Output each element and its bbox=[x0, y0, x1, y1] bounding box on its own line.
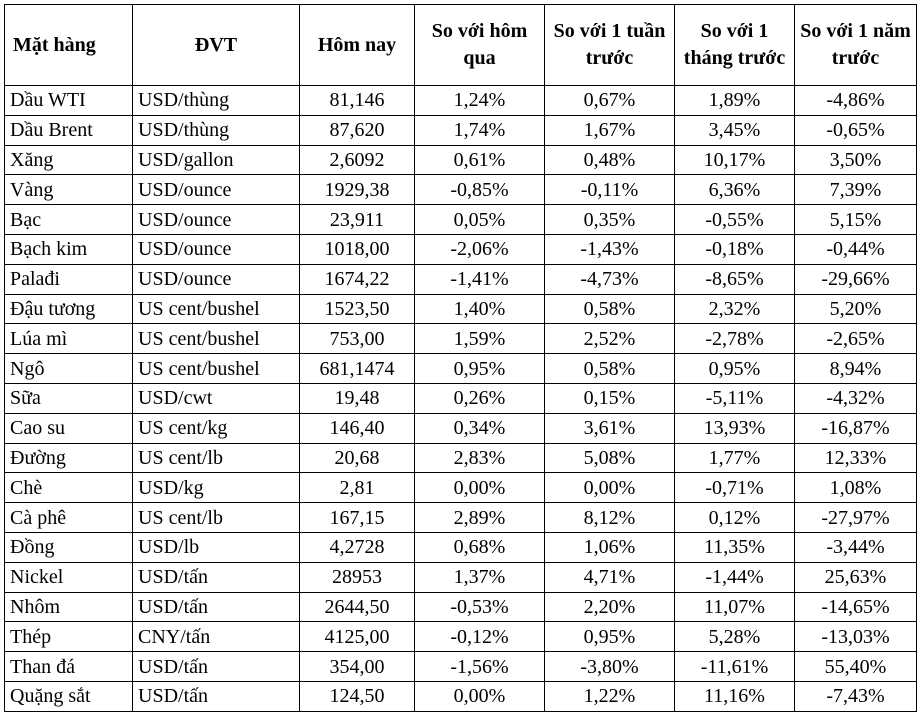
cell-item: Cà phê bbox=[5, 503, 133, 533]
cell-item: Vàng bbox=[5, 175, 133, 205]
cell-vs-week: -1,43% bbox=[545, 234, 675, 264]
cell-vs-year: -13,03% bbox=[795, 622, 917, 652]
cell-vs-month: 1,89% bbox=[675, 86, 795, 116]
cell-vs-week: -3,80% bbox=[545, 652, 675, 682]
cell-today: 124,50 bbox=[300, 681, 415, 711]
cell-today: 2644,50 bbox=[300, 592, 415, 622]
cell-vs-month: 6,36% bbox=[675, 175, 795, 205]
cell-today: 146,40 bbox=[300, 413, 415, 443]
table-row bbox=[5, 652, 917, 682]
cell-vs-year: -27,97% bbox=[795, 503, 917, 533]
cell-vs-yesterday: 0,00% bbox=[415, 681, 545, 711]
cell-vs-yesterday: -0,85% bbox=[415, 175, 545, 205]
cell-unit: USD/tấn bbox=[133, 562, 300, 592]
cell-today: 4125,00 bbox=[300, 622, 415, 652]
cell-today: 753,00 bbox=[300, 324, 415, 354]
cell-item: Ngô bbox=[5, 354, 133, 384]
cell-unit: US cent/kg bbox=[133, 413, 300, 443]
cell-vs-year: 8,94% bbox=[795, 354, 917, 384]
cell-vs-month: 13,93% bbox=[675, 413, 795, 443]
cell-item: Đường bbox=[5, 443, 133, 473]
cell-unit: USD/cwt bbox=[133, 383, 300, 413]
cell-vs-yesterday: 0,68% bbox=[415, 532, 545, 562]
table-row bbox=[5, 115, 917, 145]
table-row bbox=[5, 294, 917, 324]
cell-item: Xăng bbox=[5, 145, 133, 175]
cell-today: 1929,38 bbox=[300, 175, 415, 205]
cell-today: 354,00 bbox=[300, 652, 415, 682]
cell-vs-week: 1,67% bbox=[545, 115, 675, 145]
cell-vs-week: 5,08% bbox=[545, 443, 675, 473]
cell-unit: USD/tấn bbox=[133, 681, 300, 711]
table-row bbox=[5, 592, 917, 622]
cell-vs-month: 1,77% bbox=[675, 443, 795, 473]
cell-unit: USD/ounce bbox=[133, 264, 300, 294]
cell-vs-week: 1,06% bbox=[545, 532, 675, 562]
cell-vs-month: -2,78% bbox=[675, 324, 795, 354]
cell-vs-year: -4,32% bbox=[795, 383, 917, 413]
cell-unit: US cent/bushel bbox=[133, 324, 300, 354]
cell-unit: USD/ounce bbox=[133, 175, 300, 205]
table-row bbox=[5, 234, 917, 264]
cell-vs-week: -0,11% bbox=[545, 175, 675, 205]
cell-unit: USD/kg bbox=[133, 473, 300, 503]
cell-vs-year: -16,87% bbox=[795, 413, 917, 443]
header-vs-yesterday: So với hôm qua bbox=[415, 5, 545, 86]
cell-vs-yesterday: -0,12% bbox=[415, 622, 545, 652]
cell-vs-yesterday: 0,95% bbox=[415, 354, 545, 384]
cell-unit: USD/gallon bbox=[133, 145, 300, 175]
cell-vs-yesterday: 1,40% bbox=[415, 294, 545, 324]
cell-unit: US cent/lb bbox=[133, 503, 300, 533]
cell-vs-year: 3,50% bbox=[795, 145, 917, 175]
cell-item: Sữa bbox=[5, 383, 133, 413]
cell-today: 167,15 bbox=[300, 503, 415, 533]
cell-vs-month: -0,71% bbox=[675, 473, 795, 503]
cell-vs-year: -0,65% bbox=[795, 115, 917, 145]
cell-vs-week: 0,58% bbox=[545, 294, 675, 324]
cell-vs-month: -5,11% bbox=[675, 383, 795, 413]
table-row bbox=[5, 473, 917, 503]
table-row bbox=[5, 622, 917, 652]
cell-today: 4,2728 bbox=[300, 532, 415, 562]
table-row bbox=[5, 86, 917, 116]
cell-vs-year: 55,40% bbox=[795, 652, 917, 682]
cell-today: 1018,00 bbox=[300, 234, 415, 264]
cell-vs-week: 1,22% bbox=[545, 681, 675, 711]
table-row bbox=[5, 205, 917, 235]
cell-vs-month: 11,35% bbox=[675, 532, 795, 562]
table-row bbox=[5, 145, 917, 175]
cell-today: 1523,50 bbox=[300, 294, 415, 324]
cell-vs-week: 0,67% bbox=[545, 86, 675, 116]
table-body bbox=[5, 86, 917, 712]
cell-vs-week: 2,52% bbox=[545, 324, 675, 354]
cell-vs-yesterday: 0,05% bbox=[415, 205, 545, 235]
cell-vs-month: -1,44% bbox=[675, 562, 795, 592]
cell-item: Đồng bbox=[5, 532, 133, 562]
cell-unit: USD/lb bbox=[133, 532, 300, 562]
cell-today: 2,6092 bbox=[300, 145, 415, 175]
cell-today: 87,620 bbox=[300, 115, 415, 145]
cell-vs-month: 10,17% bbox=[675, 145, 795, 175]
cell-vs-month: 11,16% bbox=[675, 681, 795, 711]
cell-vs-yesterday: 0,00% bbox=[415, 473, 545, 503]
cell-item: Than đá bbox=[5, 652, 133, 682]
cell-item: Dầu WTI bbox=[5, 86, 133, 116]
cell-unit: US cent/bushel bbox=[133, 354, 300, 384]
cell-unit: USD/tấn bbox=[133, 652, 300, 682]
table-row bbox=[5, 383, 917, 413]
cell-vs-year: 5,15% bbox=[795, 205, 917, 235]
cell-today: 28953 bbox=[300, 562, 415, 592]
cell-vs-yesterday: 2,89% bbox=[415, 503, 545, 533]
header-unit: ĐVT bbox=[133, 5, 300, 86]
header-vs-week: So với 1 tuần trước bbox=[545, 5, 675, 86]
cell-unit: USD/ounce bbox=[133, 234, 300, 264]
cell-today: 23,911 bbox=[300, 205, 415, 235]
table-row bbox=[5, 503, 917, 533]
cell-vs-month: -11,61% bbox=[675, 652, 795, 682]
cell-vs-week: 8,12% bbox=[545, 503, 675, 533]
cell-unit: USD/thùng bbox=[133, 115, 300, 145]
cell-vs-month: 3,45% bbox=[675, 115, 795, 145]
table-row bbox=[5, 413, 917, 443]
cell-item: Nickel bbox=[5, 562, 133, 592]
cell-item: Đậu tương bbox=[5, 294, 133, 324]
cell-vs-yesterday: 2,83% bbox=[415, 443, 545, 473]
header-row bbox=[5, 5, 917, 86]
cell-vs-month: 11,07% bbox=[675, 592, 795, 622]
cell-vs-week: 0,95% bbox=[545, 622, 675, 652]
cell-vs-yesterday: -2,06% bbox=[415, 234, 545, 264]
cell-item: Quặng sắt bbox=[5, 681, 133, 711]
table-row bbox=[5, 532, 917, 562]
table-row bbox=[5, 324, 917, 354]
cell-vs-yesterday: 0,26% bbox=[415, 383, 545, 413]
cell-vs-year: -3,44% bbox=[795, 532, 917, 562]
cell-vs-year: -0,44% bbox=[795, 234, 917, 264]
cell-vs-week: -4,73% bbox=[545, 264, 675, 294]
cell-vs-month: 0,12% bbox=[675, 503, 795, 533]
cell-vs-month: 2,32% bbox=[675, 294, 795, 324]
cell-vs-year: 5,20% bbox=[795, 294, 917, 324]
cell-today: 20,68 bbox=[300, 443, 415, 473]
header-today: Hôm nay bbox=[300, 5, 415, 86]
table-row bbox=[5, 264, 917, 294]
cell-vs-year: -7,43% bbox=[795, 681, 917, 711]
cell-today: 2,81 bbox=[300, 473, 415, 503]
cell-unit: USD/ounce bbox=[133, 205, 300, 235]
cell-item: Lúa mì bbox=[5, 324, 133, 354]
cell-item: Nhôm bbox=[5, 592, 133, 622]
table-row bbox=[5, 443, 917, 473]
cell-vs-month: 0,95% bbox=[675, 354, 795, 384]
cell-vs-year: 1,08% bbox=[795, 473, 917, 503]
table-row bbox=[5, 175, 917, 205]
table-row bbox=[5, 354, 917, 384]
header-vs-year: So với 1 năm trước bbox=[795, 5, 917, 86]
cell-unit: USD/thùng bbox=[133, 86, 300, 116]
cell-vs-year: 12,33% bbox=[795, 443, 917, 473]
cell-vs-yesterday: -0,53% bbox=[415, 592, 545, 622]
cell-vs-week: 0,00% bbox=[545, 473, 675, 503]
cell-vs-year: -29,66% bbox=[795, 264, 917, 294]
cell-unit: USD/tấn bbox=[133, 592, 300, 622]
cell-item: Bạch kim bbox=[5, 234, 133, 264]
cell-vs-month: -0,55% bbox=[675, 205, 795, 235]
table-row bbox=[5, 562, 917, 592]
cell-vs-year: -4,86% bbox=[795, 86, 917, 116]
cell-vs-yesterday: 1,24% bbox=[415, 86, 545, 116]
cell-vs-week: 0,15% bbox=[545, 383, 675, 413]
cell-today: 1674,22 bbox=[300, 264, 415, 294]
cell-vs-year: 7,39% bbox=[795, 175, 917, 205]
cell-item: Dầu Brent bbox=[5, 115, 133, 145]
cell-item: Chè bbox=[5, 473, 133, 503]
cell-vs-week: 3,61% bbox=[545, 413, 675, 443]
cell-today: 681,1474 bbox=[300, 354, 415, 384]
table-row bbox=[5, 681, 917, 711]
cell-vs-yesterday: 0,34% bbox=[415, 413, 545, 443]
cell-vs-yesterday: 1,59% bbox=[415, 324, 545, 354]
cell-today: 19,48 bbox=[300, 383, 415, 413]
cell-vs-month: -0,18% bbox=[675, 234, 795, 264]
cell-vs-yesterday: -1,56% bbox=[415, 652, 545, 682]
cell-item: Thép bbox=[5, 622, 133, 652]
table-header bbox=[5, 5, 917, 86]
cell-vs-month: -8,65% bbox=[675, 264, 795, 294]
cell-vs-month: 5,28% bbox=[675, 622, 795, 652]
header-vs-month: So với 1 tháng trước bbox=[675, 5, 795, 86]
commodity-price-table bbox=[4, 4, 917, 712]
cell-vs-yesterday: 0,61% bbox=[415, 145, 545, 175]
header-item: Mặt hàng bbox=[5, 5, 133, 86]
cell-vs-year: 25,63% bbox=[795, 562, 917, 592]
cell-vs-yesterday: 1,37% bbox=[415, 562, 545, 592]
cell-unit: US cent/lb bbox=[133, 443, 300, 473]
cell-vs-week: 4,71% bbox=[545, 562, 675, 592]
cell-item: Palađi bbox=[5, 264, 133, 294]
cell-vs-year: -2,65% bbox=[795, 324, 917, 354]
cell-vs-year: -14,65% bbox=[795, 592, 917, 622]
cell-item: Cao su bbox=[5, 413, 133, 443]
cell-item: Bạc bbox=[5, 205, 133, 235]
cell-vs-week: 0,35% bbox=[545, 205, 675, 235]
cell-vs-yesterday: -1,41% bbox=[415, 264, 545, 294]
cell-unit: CNY/tấn bbox=[133, 622, 300, 652]
cell-vs-week: 0,48% bbox=[545, 145, 675, 175]
cell-vs-week: 0,58% bbox=[545, 354, 675, 384]
cell-vs-week: 2,20% bbox=[545, 592, 675, 622]
cell-unit: US cent/bushel bbox=[133, 294, 300, 324]
cell-today: 81,146 bbox=[300, 86, 415, 116]
cell-vs-yesterday: 1,74% bbox=[415, 115, 545, 145]
